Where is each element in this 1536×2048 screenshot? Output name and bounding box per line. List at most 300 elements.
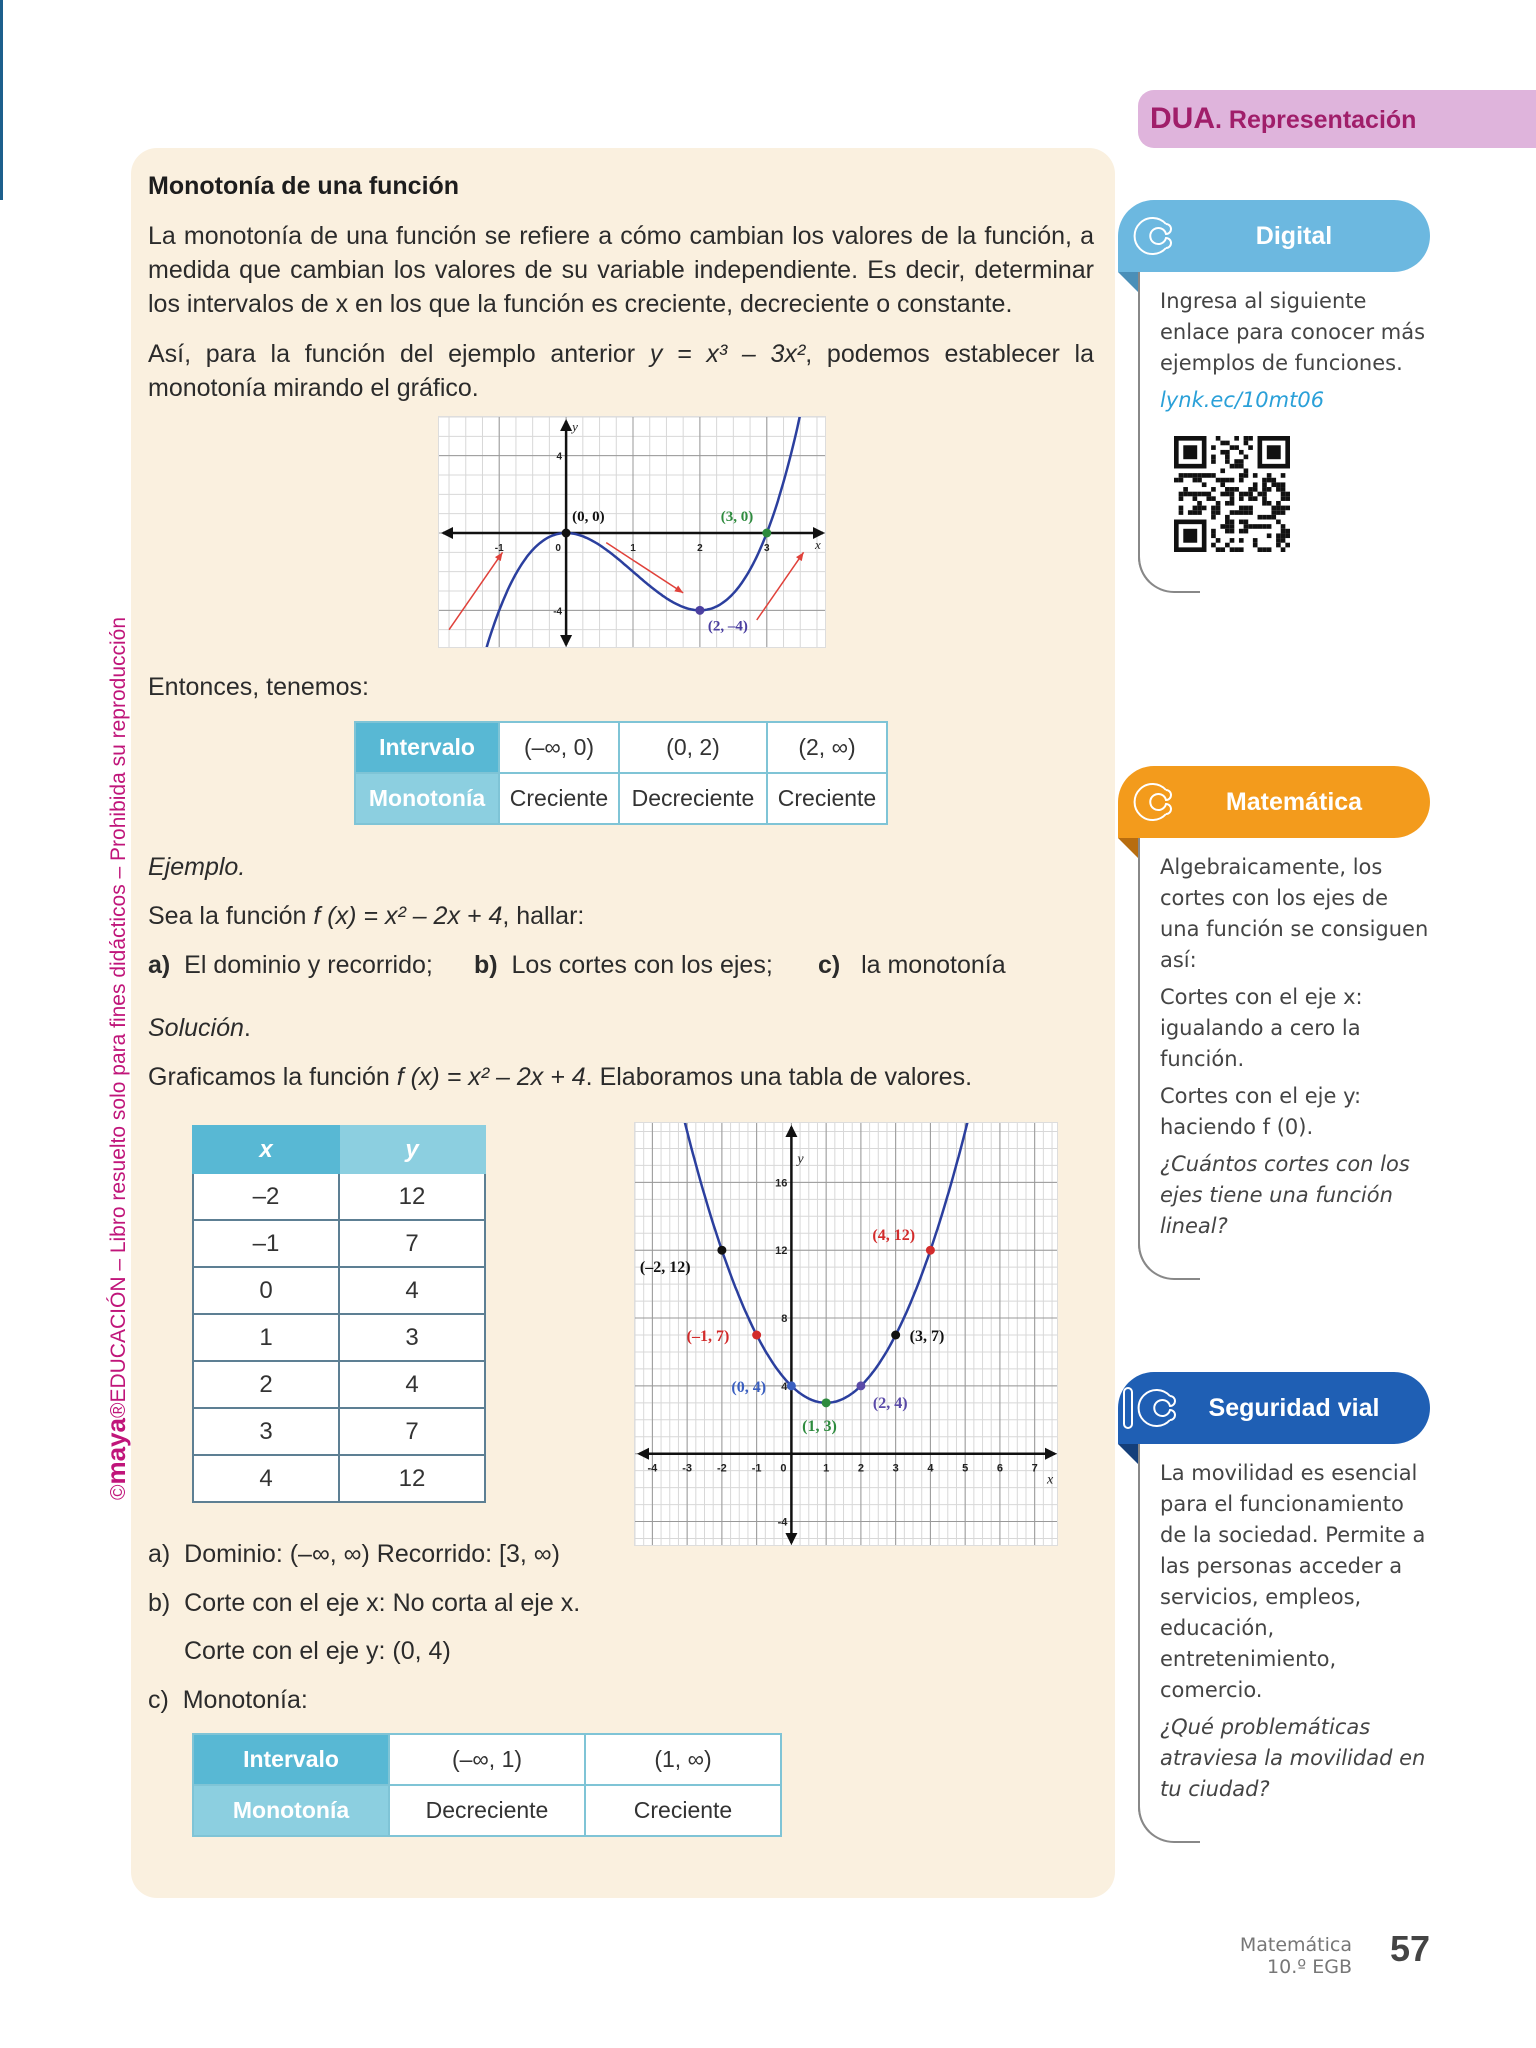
qr-module [1211, 515, 1216, 520]
qr-module [1244, 473, 1249, 478]
qr-module [1211, 543, 1216, 548]
qr-module [1253, 538, 1258, 543]
qr-module [1285, 529, 1290, 534]
interval-cell: (0, 2) [619, 722, 767, 773]
qr-module [1193, 492, 1198, 497]
qr-module [1225, 543, 1230, 548]
x-cell: 0 [193, 1267, 339, 1314]
qr-module [1276, 533, 1281, 538]
qr-module [1183, 487, 1188, 492]
x-tick-label: -1 [751, 1462, 762, 1475]
qr-module [1206, 492, 1211, 497]
text: . Elaboramos una tabla de valores. [585, 1063, 973, 1091]
qr-module [1281, 547, 1286, 552]
qr-module [1230, 529, 1235, 534]
qr-module [1179, 478, 1184, 483]
qr-module [1193, 473, 1198, 478]
qr-module [1193, 510, 1198, 515]
qr-module [1230, 492, 1235, 497]
qr-module [1244, 455, 1249, 460]
qr-module [1183, 473, 1188, 478]
y-tick-label: 16 [775, 1177, 788, 1190]
qr-module [1253, 487, 1258, 492]
qr-module [1262, 501, 1267, 506]
y-cell: 7 [339, 1408, 485, 1455]
task-a [148, 948, 433, 982]
then-text: Entonces, tenemos: [148, 673, 369, 701]
qr-module [1271, 510, 1276, 515]
row-header: Intervalo [355, 722, 499, 773]
qr-module [1262, 524, 1267, 529]
interval-cell: (–∞, 1) [389, 1734, 585, 1785]
qr-module [1230, 464, 1235, 469]
notice-text: EDUCACIÓN – Libro resuelto solo para fines didácticos – Prohibida su reproducción [107, 616, 130, 1403]
qr-module [1188, 510, 1193, 515]
row-header: Intervalo [193, 1734, 389, 1785]
card-seguridad-vial [1118, 1372, 1430, 1843]
qr-module [1234, 547, 1239, 552]
qr-module [1206, 496, 1211, 501]
text: Graficamos la función [148, 1063, 397, 1091]
qr-module [1225, 529, 1230, 534]
qr-module [1262, 492, 1267, 497]
qr-module [1267, 478, 1272, 483]
monotony-cell: Creciente [499, 773, 619, 824]
card-text: Cortes con el eje y: haciendo f (0). [1160, 1084, 1362, 1139]
qr-module [1197, 501, 1202, 506]
text: , podemos establecer la monotonía mirando el gráfico. [148, 340, 1094, 402]
qr-module [1225, 455, 1230, 460]
qr-module [1239, 496, 1244, 501]
qr-module [1267, 533, 1272, 538]
qr-module [1271, 482, 1276, 487]
qr-module [1244, 436, 1249, 441]
qr-module [1239, 538, 1244, 543]
card-header [1118, 200, 1430, 272]
table-header-row [193, 1126, 485, 1173]
qr-module [1225, 441, 1230, 446]
point-label: (3, 7) [909, 1328, 945, 1345]
page-number: 57 [1390, 1928, 1431, 1969]
qr-module [1211, 459, 1216, 464]
qr-module [1276, 487, 1281, 492]
answer-text: Corte con el eje x: No corta al eje x. [184, 1589, 581, 1617]
y-cell: 4 [339, 1267, 485, 1314]
qr-module [1248, 510, 1253, 515]
card-matematica [1118, 766, 1430, 1280]
table-row [193, 1220, 485, 1267]
task-b [474, 948, 773, 982]
y-tick-label: -4 [553, 606, 563, 618]
qr-module [1239, 547, 1244, 552]
qr-module [1179, 510, 1184, 515]
task-text: Los cortes con los ejes; [511, 951, 773, 979]
qr-module [1244, 506, 1249, 511]
answer-text: Dominio: (–∞, ∞) Recorrido: [3, ∞) [184, 1540, 560, 1568]
monotony-cell: Decreciente [619, 773, 767, 824]
fold-corner-icon [1118, 272, 1138, 292]
x-cell: 3 [193, 1408, 339, 1455]
page-edge-bar [0, 0, 3, 200]
qr-module [1225, 520, 1230, 525]
qr-module [1225, 450, 1230, 455]
copyright-notice: ©maya®EDUCACIÓN – Libro resuelto solo para fines didácticos – Prohibida su reproducción [101, 616, 131, 1500]
x-tick-label: 6 [996, 1462, 1003, 1475]
qr-module [1281, 473, 1286, 478]
x-cell: 4 [193, 1455, 339, 1502]
task-text: la monotonía [861, 951, 1006, 979]
text: Así, para la función del ejemplo anterior [148, 340, 650, 368]
qr-module [1230, 478, 1235, 483]
qr-module [1202, 473, 1207, 478]
intro-paragraph: La monotonía de una función se refiere a cómo cambian los valores de la función, a medida que cambian los valores de su variable independiente. Es decir, determinar los intervalos de x en los que la función es creciente, decreciente o constante. [148, 222, 1094, 318]
task-text: El dominio y recorrido; [184, 951, 433, 979]
data-point [926, 1246, 935, 1255]
qr-module [1248, 436, 1253, 441]
qr-module [1179, 506, 1184, 511]
table-row [193, 1267, 485, 1314]
qr-module [1211, 510, 1216, 515]
qr-module [1211, 529, 1216, 534]
card-header [1118, 1372, 1430, 1444]
y-axis-arrow-icon [560, 635, 572, 647]
qr-module [1193, 478, 1198, 483]
qr-module [1193, 496, 1198, 501]
fold-corner-icon [1118, 1444, 1138, 1464]
card-text: La movilidad es esencial para el funcionamiento de la sociedad. Permite a las personas acceder a servicios, empleos, educación, entretenimiento, comercio. [1160, 1461, 1426, 1702]
qr-module [1281, 506, 1286, 511]
answer-label: c) [148, 1686, 169, 1714]
c-logo-icon [1122, 772, 1182, 832]
qr-module [1239, 459, 1244, 464]
qr-module [1197, 478, 1202, 483]
qr-module [1244, 492, 1249, 497]
qr-module [1267, 501, 1272, 506]
point-label: (4, 12) [872, 1227, 916, 1245]
point-label: (2, –4) [707, 618, 748, 635]
qr-module [1248, 496, 1253, 501]
x-tick-label: 2 [857, 1462, 864, 1475]
qr-module [1193, 506, 1198, 511]
interval-cell: (1, ∞) [585, 1734, 781, 1785]
qr-module [1239, 473, 1244, 478]
answer-label: a) [148, 1540, 171, 1568]
qr-module [1174, 478, 1179, 483]
y-tick-label: 12 [775, 1245, 788, 1258]
qr-module [1262, 547, 1267, 552]
data-point [822, 1398, 831, 1407]
arrow-head-icon [674, 585, 683, 592]
qr-module [1262, 487, 1267, 492]
qr-module [1285, 543, 1290, 548]
qr-module [1230, 510, 1235, 515]
row-header: Monotonía [193, 1785, 389, 1836]
qr-module [1188, 473, 1193, 478]
qr-module [1230, 538, 1235, 543]
qr-module [1225, 501, 1230, 506]
qr-module [1258, 492, 1263, 497]
qr-module [1253, 482, 1258, 487]
point-label: (3, 0) [720, 509, 754, 525]
x-axis-label: x [815, 537, 821, 552]
qr-module [1197, 506, 1202, 511]
qr-module [1225, 492, 1230, 497]
y-cell: 12 [339, 1173, 485, 1220]
answer-b [148, 1586, 580, 1620]
monotony-table-1 [354, 721, 888, 825]
interval-cell: (–∞, 0) [499, 722, 619, 773]
y-tick-label: 4 [556, 451, 563, 463]
card-title: Matemática [1225, 788, 1363, 816]
x-tick-label: 1 [823, 1462, 830, 1475]
row-header: Monotonía [355, 773, 499, 824]
data-point [752, 1331, 761, 1340]
grade-label: 10.º EGB [1267, 1956, 1352, 1978]
card-question: ¿Qué problemáticas atraviesa la movilidad en tu ciudad? [1160, 1715, 1426, 1801]
qr-module [1276, 501, 1281, 506]
qr-module [1211, 473, 1216, 478]
x-axis-label: x [1047, 1472, 1054, 1488]
qr-module [1211, 496, 1216, 501]
y-axis-arrow-icon [560, 419, 572, 431]
table-row [193, 1734, 781, 1785]
qr-module [1244, 520, 1249, 525]
qr-module [1202, 482, 1207, 487]
table-row [193, 1361, 485, 1408]
qr-module [1216, 510, 1221, 515]
qr-module [1253, 543, 1258, 548]
task-label: c) [818, 951, 841, 979]
qr-module [1244, 441, 1249, 446]
qr-module [1211, 445, 1216, 450]
qr-module [1216, 538, 1221, 543]
point-label: (–1, 7) [686, 1328, 730, 1345]
example-statement [148, 899, 584, 933]
data-point [787, 1381, 796, 1390]
qr-module [1253, 473, 1258, 478]
card-title: Digital [1255, 222, 1333, 250]
card-digital [1118, 200, 1430, 593]
monotony-cell: Decreciente [389, 1785, 585, 1836]
x-axis-arrow-icon [637, 1448, 649, 1460]
x-cell: 2 [193, 1361, 339, 1408]
qr-module [1244, 510, 1249, 515]
card-header [1118, 766, 1430, 838]
qr-module [1285, 492, 1290, 497]
copyright-symbol: © [107, 1484, 130, 1500]
qr-module [1197, 473, 1202, 478]
qr-module [1179, 473, 1184, 478]
qr-module [1179, 496, 1184, 501]
answer-label: b) [148, 1589, 171, 1617]
qr-module [1281, 538, 1286, 543]
table-row [193, 1408, 485, 1455]
qr-module [1225, 524, 1230, 529]
solution-intro [148, 1060, 972, 1094]
dua-label: DUA [1150, 102, 1215, 135]
c-logo-icon [1122, 206, 1182, 266]
table-row [193, 1785, 781, 1836]
x-tick-label: -1 [494, 543, 504, 554]
table-row [193, 1455, 485, 1502]
qr-code-icon[interactable] [1174, 436, 1290, 552]
qr-module [1197, 492, 1202, 497]
qr-module [1211, 487, 1216, 492]
data-point [762, 529, 771, 538]
text: Sea la función [148, 902, 314, 930]
qr-module [1244, 468, 1249, 473]
x-tick-label: -2 [716, 1462, 727, 1475]
qr-module [1281, 492, 1286, 497]
x-tick-label: 2 [697, 543, 703, 554]
y-tick-label: 4 [781, 1380, 788, 1393]
qr-finder-core [1183, 445, 1197, 459]
data-point [717, 1246, 726, 1255]
qr-module [1248, 487, 1253, 492]
qr-module [1216, 547, 1221, 552]
qr-module [1234, 464, 1239, 469]
section-title: Monotonía de una función [148, 172, 460, 200]
qr-module [1220, 468, 1225, 473]
point-label: (–2, 12) [639, 1259, 691, 1277]
interval-cell: (2, ∞) [767, 722, 887, 773]
qr-module [1179, 492, 1184, 497]
qr-module [1220, 441, 1225, 446]
fold-corner-icon [1118, 838, 1138, 858]
qr-module [1248, 445, 1253, 450]
text: , hallar: [502, 902, 585, 930]
x-tick-label: -4 [647, 1462, 658, 1475]
qr-module [1281, 529, 1286, 534]
qr-module [1262, 515, 1267, 520]
qr-module [1262, 478, 1267, 483]
qr-finder-core [1183, 529, 1197, 543]
qr-module [1225, 487, 1230, 492]
qr-module [1271, 506, 1276, 511]
data-point [891, 1331, 900, 1340]
qr-module [1276, 482, 1281, 487]
qr-module [1183, 492, 1188, 497]
task-c [818, 948, 1006, 982]
x-cell: 1 [193, 1314, 339, 1361]
formula: f (x) = x² – 2x + 4 [396, 1063, 586, 1091]
qr-module [1285, 506, 1290, 511]
qr-module [1281, 524, 1286, 529]
qr-module [1244, 529, 1249, 534]
x-tick-label: 4 [927, 1462, 934, 1475]
qr-module [1271, 515, 1276, 520]
qr-module [1285, 496, 1290, 501]
qr-module [1202, 506, 1207, 511]
qr-module [1239, 464, 1244, 469]
qr-module [1188, 492, 1193, 497]
example-ref-paragraph [148, 337, 1094, 405]
footer-subject [1240, 1934, 1352, 1978]
qr-module [1234, 487, 1239, 492]
x-tick-label: 5 [962, 1462, 969, 1475]
x-tick-label: 1 [630, 543, 636, 554]
qr-module [1281, 510, 1286, 515]
dua-header [1138, 90, 1536, 148]
table-row [193, 1173, 485, 1220]
qr-module [1225, 478, 1230, 483]
qr-module [1276, 510, 1281, 515]
qr-module [1234, 436, 1239, 441]
qr-module [1239, 529, 1244, 534]
column-header-x: x [193, 1126, 339, 1173]
qr-module [1248, 492, 1253, 497]
qr-module [1234, 510, 1239, 515]
brand-logo: maya [101, 1418, 131, 1485]
answer-text: Monotonía: [182, 1686, 308, 1714]
card-text: Ingresa al siguiente enlace para conocer más ejemplos de funciones. [1160, 289, 1426, 375]
qr-module [1220, 547, 1225, 552]
card-title: Seguridad vial [1208, 1394, 1380, 1422]
monotony-cell: Creciente [767, 773, 887, 824]
cubic-function-graph [438, 416, 826, 648]
qr-module [1281, 533, 1286, 538]
y-tick-label: -4 [777, 1516, 788, 1529]
qr-module [1239, 492, 1244, 497]
qr-module [1230, 496, 1235, 501]
qr-finder-core [1267, 445, 1281, 459]
qr-module [1267, 473, 1272, 478]
quadratic-function-graph [634, 1122, 1058, 1546]
card-question: ¿Cuántos cortes con los ejes tiene una función lineal? [1160, 1152, 1410, 1238]
task-label: b) [474, 951, 498, 979]
point-label: (2, 4) [872, 1394, 908, 1412]
qr-module [1230, 487, 1235, 492]
qr-module [1267, 547, 1272, 552]
x-tick-label: 7 [1031, 1462, 1038, 1475]
qr-module [1239, 520, 1244, 525]
ic-logo-icon [1122, 1378, 1182, 1438]
x-cell: –2 [193, 1173, 339, 1220]
card-body [1138, 1444, 1430, 1843]
qr-module [1258, 524, 1263, 529]
resource-link[interactable]: lynk.ec/10mt06 [1160, 388, 1325, 412]
qr-module [1220, 478, 1225, 483]
qr-module [1225, 459, 1230, 464]
x-axis-arrow-icon [441, 527, 453, 539]
qr-module [1206, 473, 1211, 478]
qr-module [1253, 496, 1258, 501]
qr-module [1220, 482, 1225, 487]
y-tick-label: 8 [781, 1313, 788, 1326]
qr-module [1271, 478, 1276, 483]
qr-module [1239, 450, 1244, 455]
qr-module [1202, 492, 1207, 497]
qr-module [1244, 524, 1249, 529]
card-body [1138, 838, 1430, 1280]
card-text: Cortes con el eje x: igualando a cero la función. [1160, 985, 1363, 1071]
x-tick-label: 0 [780, 1462, 787, 1475]
point-label: (0, 4) [731, 1378, 767, 1396]
answer-c [148, 1683, 308, 1717]
qr-module [1267, 524, 1272, 529]
qr-module [1281, 487, 1286, 492]
answer-a [148, 1537, 560, 1571]
qr-module [1262, 496, 1267, 501]
qr-module [1230, 445, 1235, 450]
qr-module [1281, 482, 1286, 487]
qr-module [1220, 524, 1225, 529]
qr-module [1225, 515, 1230, 520]
qr-module [1230, 501, 1235, 506]
qr-module [1239, 478, 1244, 483]
data-point [562, 529, 571, 538]
y-cell: 12 [339, 1455, 485, 1502]
